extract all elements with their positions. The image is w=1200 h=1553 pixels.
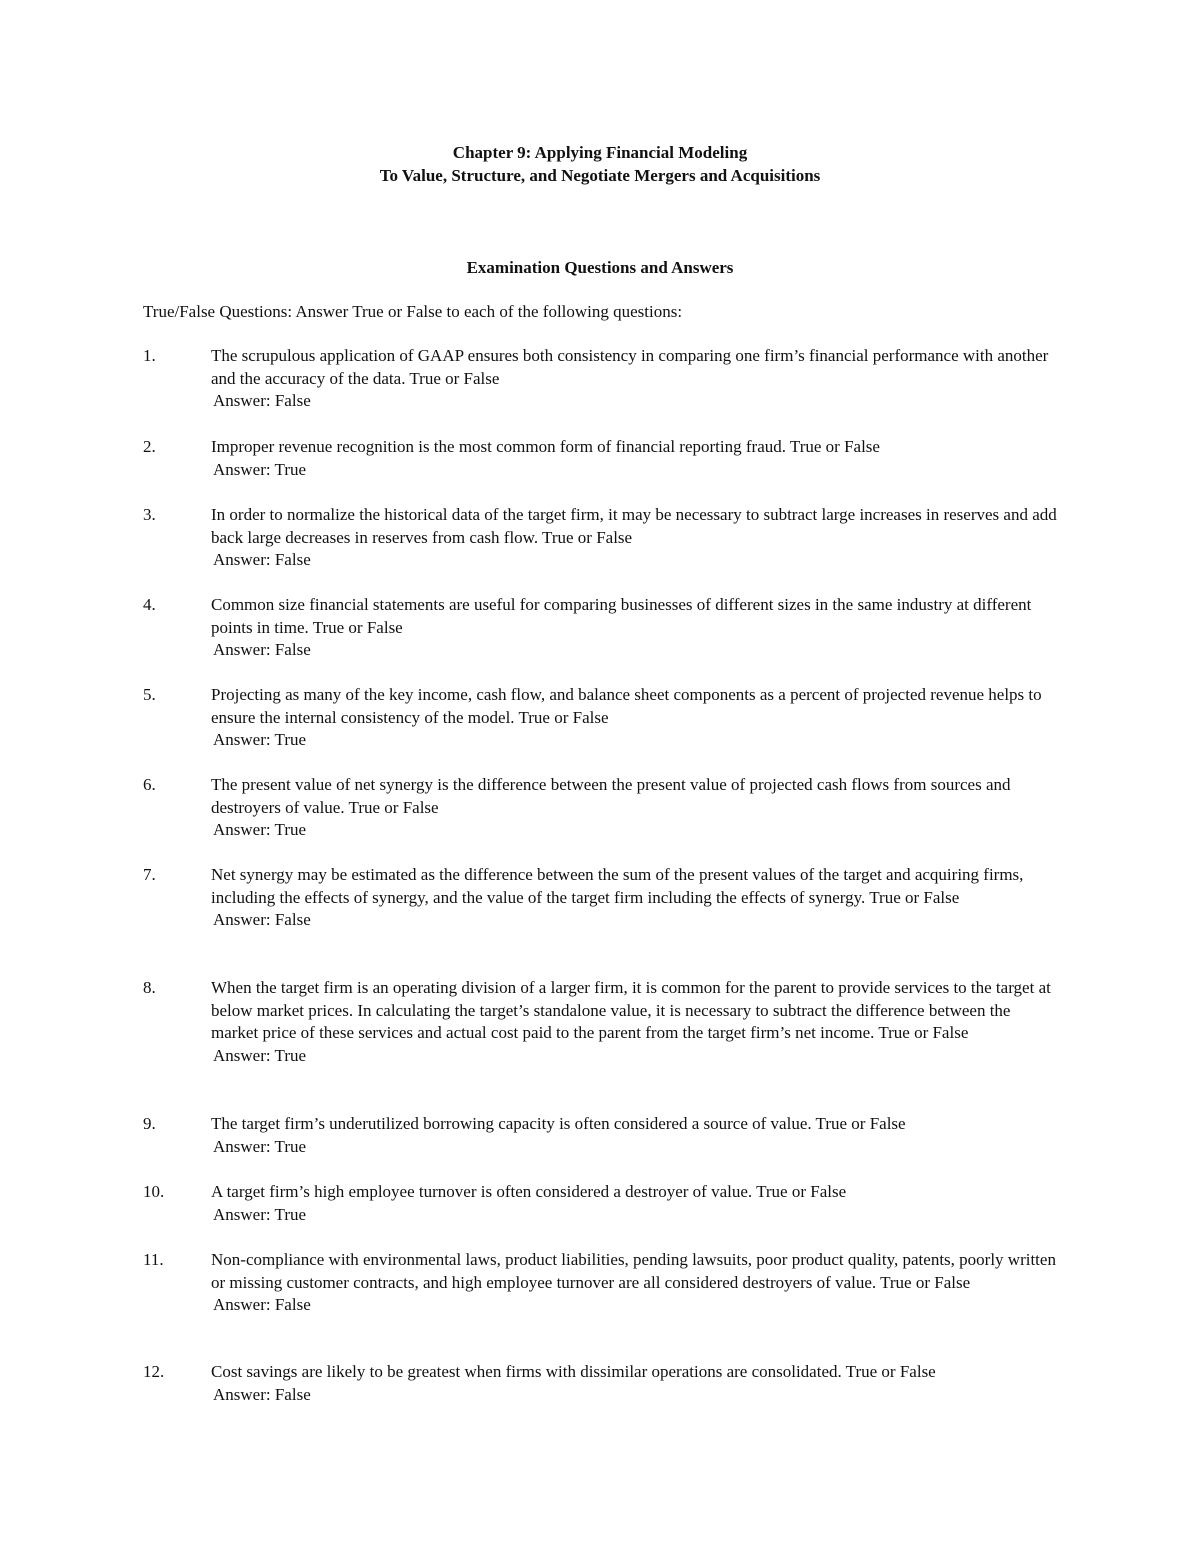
question-number: 6. (143, 775, 156, 794)
question-number: 4. (143, 595, 156, 614)
question-item (143, 1113, 1063, 1158)
question-number: 10. (143, 1182, 165, 1201)
title-line-1: Chapter 9: Applying Financial Modeling (452, 143, 748, 162)
question-number: 5. (143, 685, 156, 704)
question-item (143, 436, 1063, 481)
question-item (143, 977, 1063, 1067)
question-answer: Answer: False (213, 910, 311, 929)
question-answer: Answer: True (213, 1136, 307, 1156)
question-number: 9. (143, 1114, 156, 1133)
question-text: When the target firm is an operating division of a larger firm, it is common for the parent to provide services to the target at below market prices. In calculating the target’s standalone value, it is necessary to subtract the difference between the market price of these services and actual cost paid to the parent from the target firm’s net income. True or False (211, 978, 1051, 1042)
question-text: The scrupulous application of GAAP ensures both consistency in comparing one firm’s financial performance with another and the accuracy of the data. True or False (211, 346, 1049, 388)
question-answer: Answer: False (213, 391, 311, 410)
question-number: 2. (143, 437, 156, 456)
question-item (143, 774, 1063, 842)
question-item (143, 1249, 1063, 1317)
question-answer: Answer: False (213, 550, 311, 569)
question-answer: Answer: True (213, 730, 307, 749)
instructions-text: True/False Questions: Answer True or False to each of the following questions: (143, 302, 683, 321)
question-answer: Answer: False (213, 1295, 311, 1314)
question-answer: Answer: False (213, 1384, 311, 1404)
question-answer: Answer: True (213, 1204, 307, 1224)
question-answer: Answer: True (213, 459, 307, 479)
section-heading: Examination Questions and Answers (466, 258, 734, 277)
question-number: 11. (143, 1250, 164, 1269)
question-number: 12. (143, 1362, 165, 1381)
question-text: The present value of net synergy is the difference between the present value of projected cash flows from sources and destroyers of value. True or False (211, 775, 1011, 817)
question-text: Net synergy may be estimated as the difference between the sum of the present values of the target and acquiring firms, including the effects of synergy, and the value of the target firm including the effects of synergy. True or False (211, 865, 1024, 907)
question-number: 3. (143, 505, 156, 524)
question-number: 1. (143, 346, 156, 365)
question-item (143, 1361, 1063, 1406)
question-item (143, 594, 1063, 662)
question-number: 8. (143, 978, 156, 997)
question-text: Common size financial statements are useful for comparing businesses of different sizes in the same industry at different points in time. True or False (211, 595, 1032, 637)
question-text: Improper revenue recognition is the most common form of financial reporting fraud. True or False (211, 437, 880, 456)
question-text: Non-compliance with environmental laws, product liabilities, pending lawsuits, poor product quality, patents, poorly written or missing customer contracts, and high employee turnover are all considered destroyers of value. True or False (211, 1250, 1056, 1292)
question-answer: Answer: True (213, 820, 307, 839)
question-answer: Answer: True (213, 1045, 307, 1065)
question-text: A target firm’s high employee turnover is often considered a destroyer of value. True or False (211, 1182, 847, 1201)
question-text: In order to normalize the historical data of the target firm, it may be necessary to subtract large increases in reserves and add back large decreases in reserves from cash flow. True or False (211, 505, 1057, 547)
question-item (143, 684, 1063, 752)
question-item (143, 864, 1063, 932)
question-item (143, 504, 1063, 572)
question-text: The target firm’s underutilized borrowing capacity is often considered a source of value. True or False (211, 1114, 906, 1133)
chapter-title (0, 141, 1200, 187)
question-text: Cost savings are likely to be greatest when firms with dissimilar operations are consolidated. True or False (211, 1362, 936, 1381)
question-item (143, 345, 1063, 413)
title-line-2: To Value, Structure, and Negotiate Mergers and Acquisitions (379, 166, 821, 185)
question-text: Projecting as many of the key income, cash flow, and balance sheet components as a percent of projected revenue helps to ensure the internal consistency of the model. True or False (211, 685, 1042, 727)
question-number: 7. (143, 865, 156, 884)
question-answer: Answer: False (213, 640, 311, 659)
question-item (143, 1181, 1063, 1226)
